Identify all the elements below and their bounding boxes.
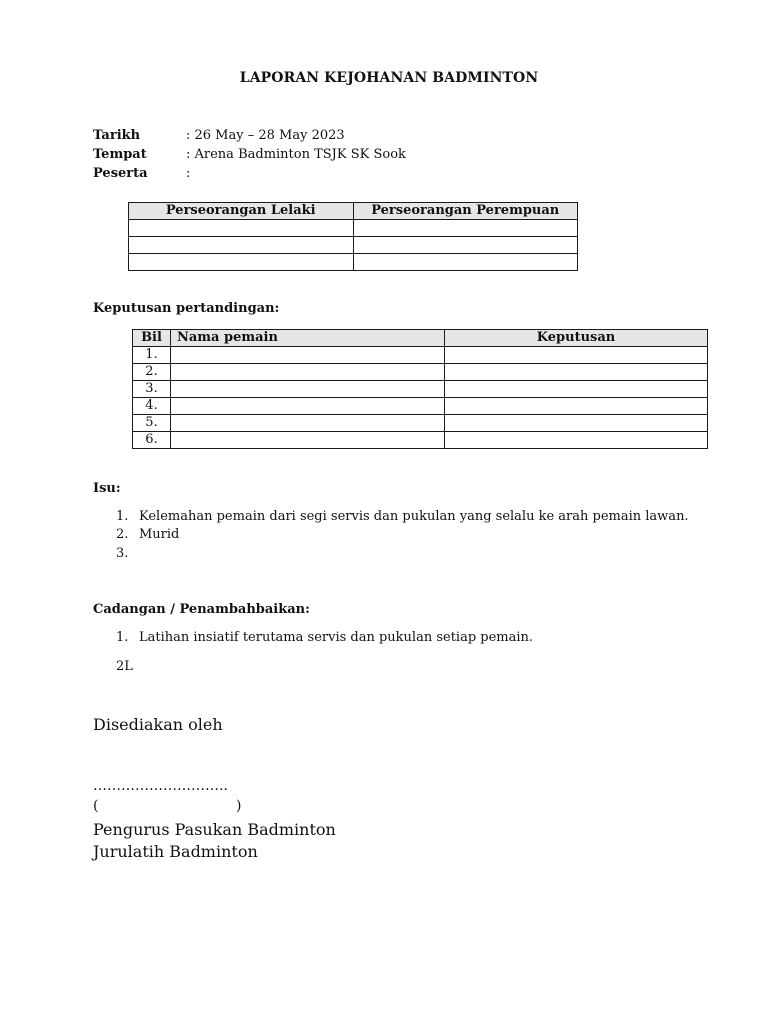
suggestion-extra: 2L	[116, 659, 133, 674]
table-cell	[353, 254, 578, 271]
prepared-by-label: Disediakan oleh	[93, 715, 223, 734]
signature-line: ………………………..	[93, 778, 228, 794]
row-number: 6.	[133, 432, 171, 449]
date-value: : 26 May – 28 May 2023	[186, 128, 345, 143]
table-row	[133, 364, 708, 381]
table-cell	[129, 237, 354, 254]
table-header-row	[133, 330, 708, 347]
issue-text: Kelemahan pemain dari segi servis dan pukulan yang selalu ke arah pemain lawan.	[139, 509, 689, 524]
header-mens-singles: Perseorangan Lelaki	[129, 203, 354, 220]
results-heading: Keputusan pertandingan:	[93, 301, 280, 316]
issue-item	[116, 546, 139, 561]
issue-item	[116, 509, 689, 524]
table-cell	[353, 237, 578, 254]
table-header-row	[129, 203, 578, 220]
table-cell	[171, 381, 445, 398]
signatory-subtitle: Jurulatih Badminton	[93, 842, 258, 861]
table-cell	[171, 364, 445, 381]
results-table	[132, 329, 708, 449]
issue-number: 3.	[116, 546, 129, 561]
row-number: 1.	[133, 347, 171, 364]
table-row	[133, 347, 708, 364]
table-cell	[171, 432, 445, 449]
row-number: 5.	[133, 415, 171, 432]
table-cell	[353, 220, 578, 237]
table-row	[129, 254, 578, 271]
date-label: Tarikh	[93, 128, 141, 143]
venue-value: : Arena Badminton TSJK SK Sook	[186, 147, 406, 162]
table-cell	[445, 432, 708, 449]
table-cell	[129, 254, 354, 271]
venue-label: Tempat	[93, 147, 147, 162]
header-womens-singles: Perseorangan Perempuan	[353, 203, 578, 220]
table-cell	[445, 347, 708, 364]
participants-value: :	[186, 166, 191, 181]
header-result: Keputusan	[445, 330, 708, 347]
row-number: 3.	[133, 381, 171, 398]
header-bil: Bil	[133, 330, 171, 347]
header-player-name: Nama pemain	[171, 330, 445, 347]
suggestion-text: Latihan insiatif terutama servis dan pukulan setiap pemain.	[139, 630, 534, 645]
signatory-title: Pengurus Pasukan Badminton	[93, 820, 336, 839]
table-cell	[171, 398, 445, 415]
issue-number: 2.	[116, 527, 129, 542]
table-cell	[445, 398, 708, 415]
issues-heading: Isu:	[93, 481, 121, 496]
suggestion-item	[116, 630, 533, 645]
table-row	[133, 381, 708, 398]
suggestion-number: 1.	[116, 630, 129, 645]
participants-table	[128, 202, 578, 271]
table-cell	[171, 347, 445, 364]
name-bracket-close: )	[236, 798, 242, 814]
table-row	[129, 220, 578, 237]
table-cell	[445, 381, 708, 398]
issue-number: 1.	[116, 509, 129, 524]
table-row	[133, 398, 708, 415]
table-cell	[445, 364, 708, 381]
table-cell	[171, 415, 445, 432]
row-number: 2.	[133, 364, 171, 381]
suggestions-heading: Cadangan / Penambahbaikan:	[93, 602, 310, 617]
report-title: LAPORAN KEJOHANAN BADMINTON	[239, 70, 539, 86]
table-cell	[445, 415, 708, 432]
table-cell	[129, 220, 354, 237]
row-number: 4.	[133, 398, 171, 415]
table-row	[133, 432, 708, 449]
participants-label: Peserta	[93, 166, 148, 181]
table-row	[133, 415, 708, 432]
issue-text: Murid	[139, 527, 180, 542]
table-row	[129, 237, 578, 254]
issue-item	[116, 527, 179, 542]
name-bracket-open: (	[93, 798, 99, 814]
